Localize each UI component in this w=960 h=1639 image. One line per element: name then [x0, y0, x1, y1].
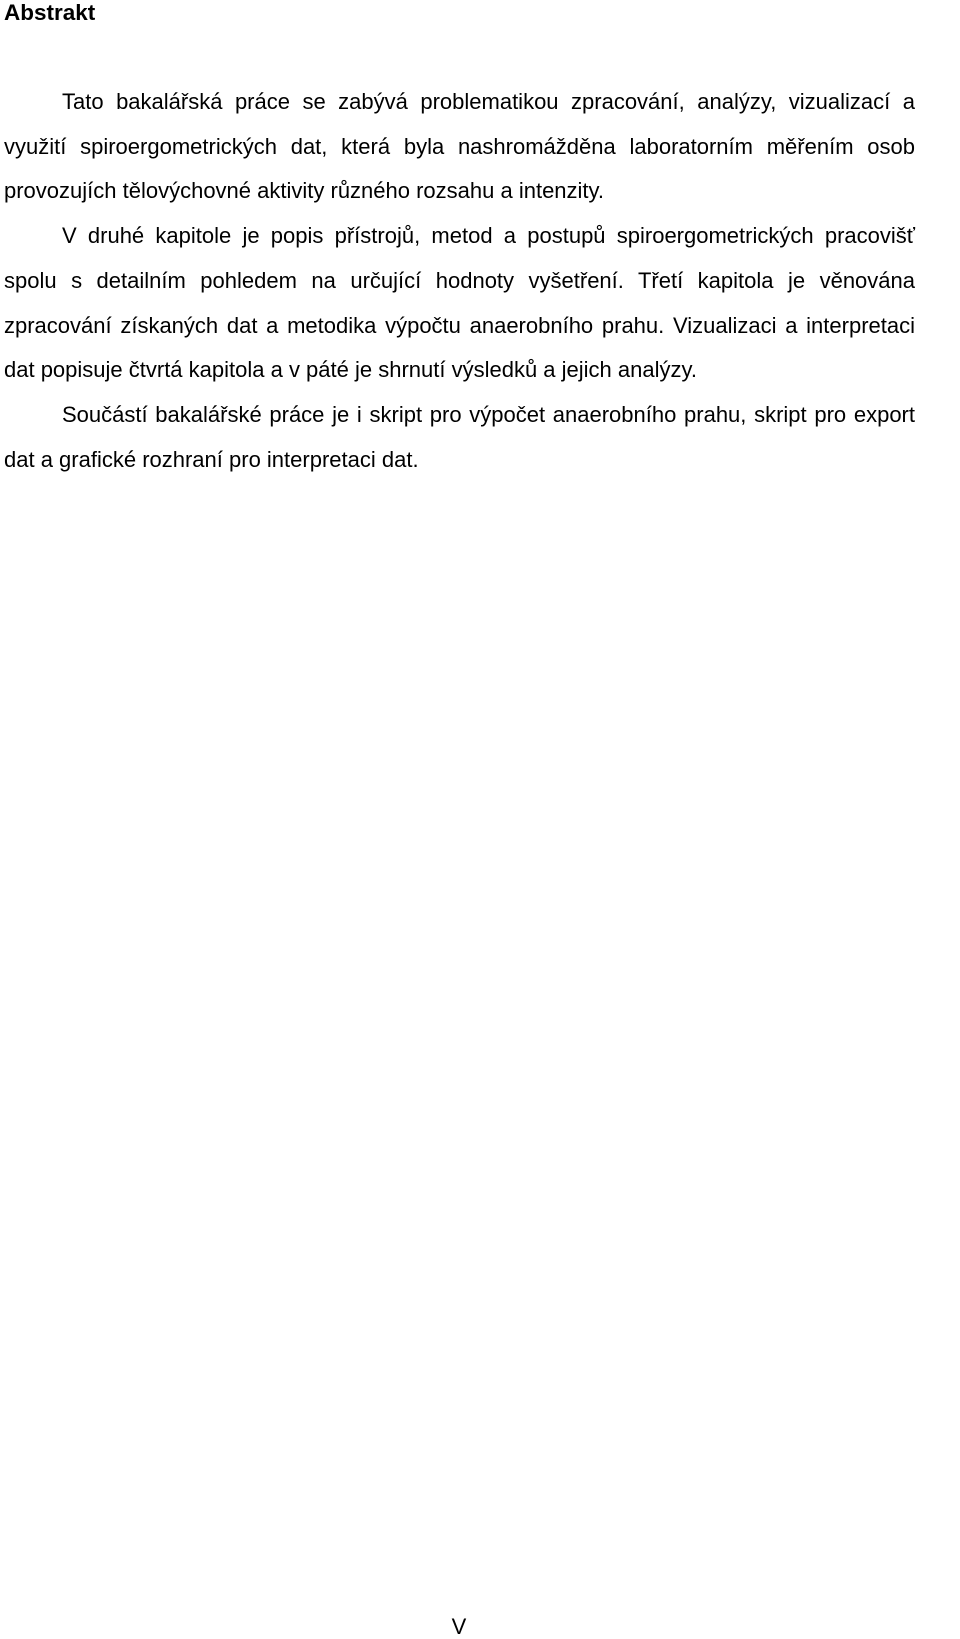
page-number: V: [451, 1614, 467, 1639]
abstract-paragraph-3: Součástí bakalářské práce je i skript pro výpočet anaerobního prahu, skript pro export dat a grafické rozhraní pro interpretaci dat.: [4, 401, 915, 472]
abstract-body: [4, 80, 915, 482]
abstract-paragraph-2: V druhé kapitole je popis přístrojů, metod a postupů spiroergometrických pracovišť spolu s detailním pohledem na určující hodnoty vyšetření. Třetí kapitola je věnována zpracování získaných dat a metodika výpočtu anaerobního prahu. Vizualizaci a interpretaci dat popisuje čtvrtá kapitola a v páté je shrnutí výsledků a jejich analýzy.: [4, 223, 915, 383]
abstract-heading: Abstrakt: [4, 0, 96, 25]
abstract-paragraph-1: Tato bakalářská práce se zabývá problematikou zpracování, analýzy, vizualizací a využití spiroergometrických dat, která byla nashromážděna laboratorním měřením osob provozujích tělovýchovné aktivity různého rozsahu a intenzity.: [4, 89, 915, 204]
